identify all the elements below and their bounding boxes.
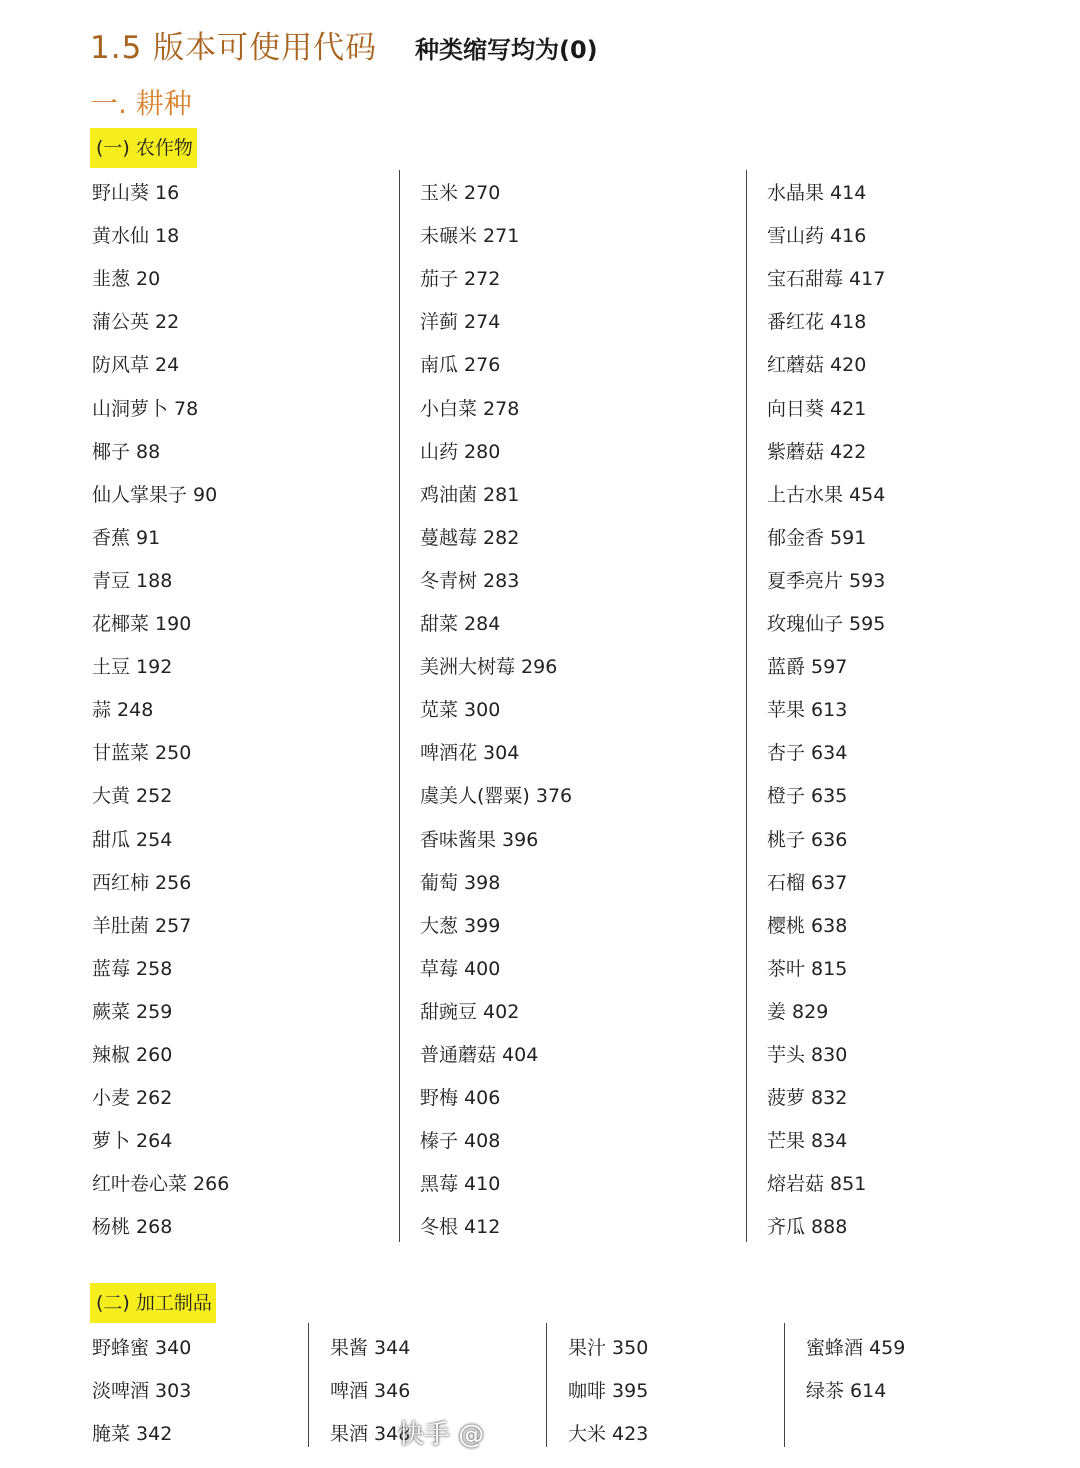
list-item: 南瓜 276 xyxy=(420,354,501,377)
list-item: 苋菜 300 xyxy=(420,699,501,722)
list-item: 姜 829 xyxy=(767,1000,829,1023)
list-item: 蒜 248 xyxy=(92,699,154,722)
list-item: 腌菜 342 xyxy=(92,1423,173,1445)
list-item: 青豆 188 xyxy=(92,569,173,592)
list-item: 宝石甜莓 417 xyxy=(767,268,886,291)
list-item: 熔岩菇 851 xyxy=(767,1173,867,1196)
list-item: 甜豌豆 402 xyxy=(420,1000,520,1023)
list-item: 大黄 252 xyxy=(92,785,173,808)
list-item: 野蜂蜜 340 xyxy=(92,1337,192,1359)
list-item: 杏子 634 xyxy=(767,742,848,765)
list-item: 虞美人(罂粟) 376 xyxy=(420,785,573,808)
list-item: 雪山药 416 xyxy=(767,225,867,248)
list-item: 向日葵 421 xyxy=(767,397,867,420)
page-subtitle: 种类缩写均为(0) xyxy=(415,36,598,64)
list-item: 洋蓟 274 xyxy=(420,311,501,334)
list-item: 榛子 408 xyxy=(420,1130,501,1153)
list-item: 淡啤酒 303 xyxy=(92,1380,192,1402)
column-divider xyxy=(784,1323,785,1447)
page-title: 1.5 版本可使用代码 xyxy=(90,30,378,66)
list-item: 香蕉 91 xyxy=(92,526,161,549)
column-divider xyxy=(546,1323,547,1447)
column-divider xyxy=(308,1323,309,1447)
list-item: 山药 280 xyxy=(420,440,501,463)
list-item: 普通蘑菇 404 xyxy=(420,1044,539,1066)
list-item: 玫瑰仙子 595 xyxy=(767,613,886,635)
list-item: 黑莓 410 xyxy=(420,1173,501,1196)
list-item: 蔓越莓 282 xyxy=(420,526,520,549)
list-item: 果汁 350 xyxy=(568,1337,649,1359)
column-divider xyxy=(399,170,400,1242)
list-item: 甘蓝菜 250 xyxy=(92,742,192,765)
list-item: 紫蘑菇 422 xyxy=(767,440,867,463)
column-divider xyxy=(746,170,747,1242)
list-item: 冬根 412 xyxy=(420,1216,501,1239)
list-item: 番红花 418 xyxy=(767,311,867,334)
list-item: 苹果 613 xyxy=(767,699,848,722)
list-item: 蜜蜂酒 459 xyxy=(806,1337,906,1359)
list-item: 甜瓜 254 xyxy=(92,828,173,851)
list-item: 花椰菜 190 xyxy=(92,613,192,635)
list-item: 韭葱 20 xyxy=(92,268,161,291)
list-item: 甜菜 284 xyxy=(420,613,501,635)
list-item: 郁金香 591 xyxy=(767,526,867,549)
list-item: 辣椒 260 xyxy=(92,1044,173,1066)
list-item: 芋头 830 xyxy=(767,1044,848,1066)
list-item: 红叶卷心菜 266 xyxy=(92,1173,230,1196)
list-item: 夏季亮片 593 xyxy=(767,569,886,592)
list-item: 果酒 348 xyxy=(330,1423,411,1445)
list-item: 香味酱果 396 xyxy=(420,828,539,851)
list-item: 野山葵 16 xyxy=(92,182,180,204)
list-item: 菠萝 832 xyxy=(767,1087,848,1110)
list-item: 红蘑菇 420 xyxy=(767,354,867,377)
list-item: 果酱 344 xyxy=(330,1337,411,1359)
list-item: 萝卜 264 xyxy=(92,1130,173,1153)
list-item: 咖啡 395 xyxy=(568,1380,649,1402)
list-item: 桃子 636 xyxy=(767,828,848,851)
list-item: 大米 423 xyxy=(568,1423,649,1445)
list-item: 樱桃 638 xyxy=(767,914,848,937)
list-item: 蕨菜 259 xyxy=(92,1000,173,1023)
list-item: 防风草 24 xyxy=(92,354,180,377)
list-item: 西红柿 256 xyxy=(92,871,192,894)
list-item: 草莓 400 xyxy=(420,957,501,980)
list-item: 杨桃 268 xyxy=(92,1216,173,1239)
list-item: 茄子 272 xyxy=(420,268,501,291)
list-item: 小麦 262 xyxy=(92,1087,173,1110)
section-heading: 一. 耕种 xyxy=(90,87,192,120)
list-item: 鸡油菌 281 xyxy=(420,483,520,506)
list-item: 山洞萝卜 78 xyxy=(92,397,199,420)
list-item: 葡萄 398 xyxy=(420,871,501,894)
list-item: 茶叶 815 xyxy=(767,957,848,980)
list-item: 小白菜 278 xyxy=(420,397,520,420)
list-item: 上古水果 454 xyxy=(767,483,886,506)
list-item: 未碾米 271 xyxy=(420,225,520,248)
list-item: 土豆 192 xyxy=(92,656,173,679)
category-label-processed: (二) 加工制品 xyxy=(90,1283,216,1323)
list-item: 黄水仙 18 xyxy=(92,225,180,248)
list-item: 啤酒 346 xyxy=(330,1380,411,1402)
list-item: 椰子 88 xyxy=(92,440,161,463)
list-item: 野梅 406 xyxy=(420,1087,501,1110)
list-item: 蓝莓 258 xyxy=(92,957,173,980)
list-item: 羊肚菌 257 xyxy=(92,914,192,937)
list-item: 大葱 399 xyxy=(420,914,501,937)
list-item: 绿茶 614 xyxy=(806,1380,887,1402)
list-item: 蓝爵 597 xyxy=(767,656,848,679)
list-item: 美洲大树莓 296 xyxy=(420,656,558,679)
list-item: 啤酒花 304 xyxy=(420,742,520,765)
list-item: 冬青树 283 xyxy=(420,569,520,592)
list-item: 芒果 834 xyxy=(767,1130,848,1153)
list-item: 水晶果 414 xyxy=(767,182,867,204)
list-item: 齐瓜 888 xyxy=(767,1216,848,1239)
list-item: 仙人掌果子 90 xyxy=(92,483,218,506)
list-item: 橙子 635 xyxy=(767,785,848,808)
list-item: 石榴 637 xyxy=(767,871,848,894)
category-label-crops: (一) 农作物 xyxy=(90,128,197,168)
list-item: 玉米 270 xyxy=(420,182,501,204)
list-item: 蒲公英 22 xyxy=(92,311,180,334)
watermark: 快手 @ xyxy=(398,1420,485,1450)
